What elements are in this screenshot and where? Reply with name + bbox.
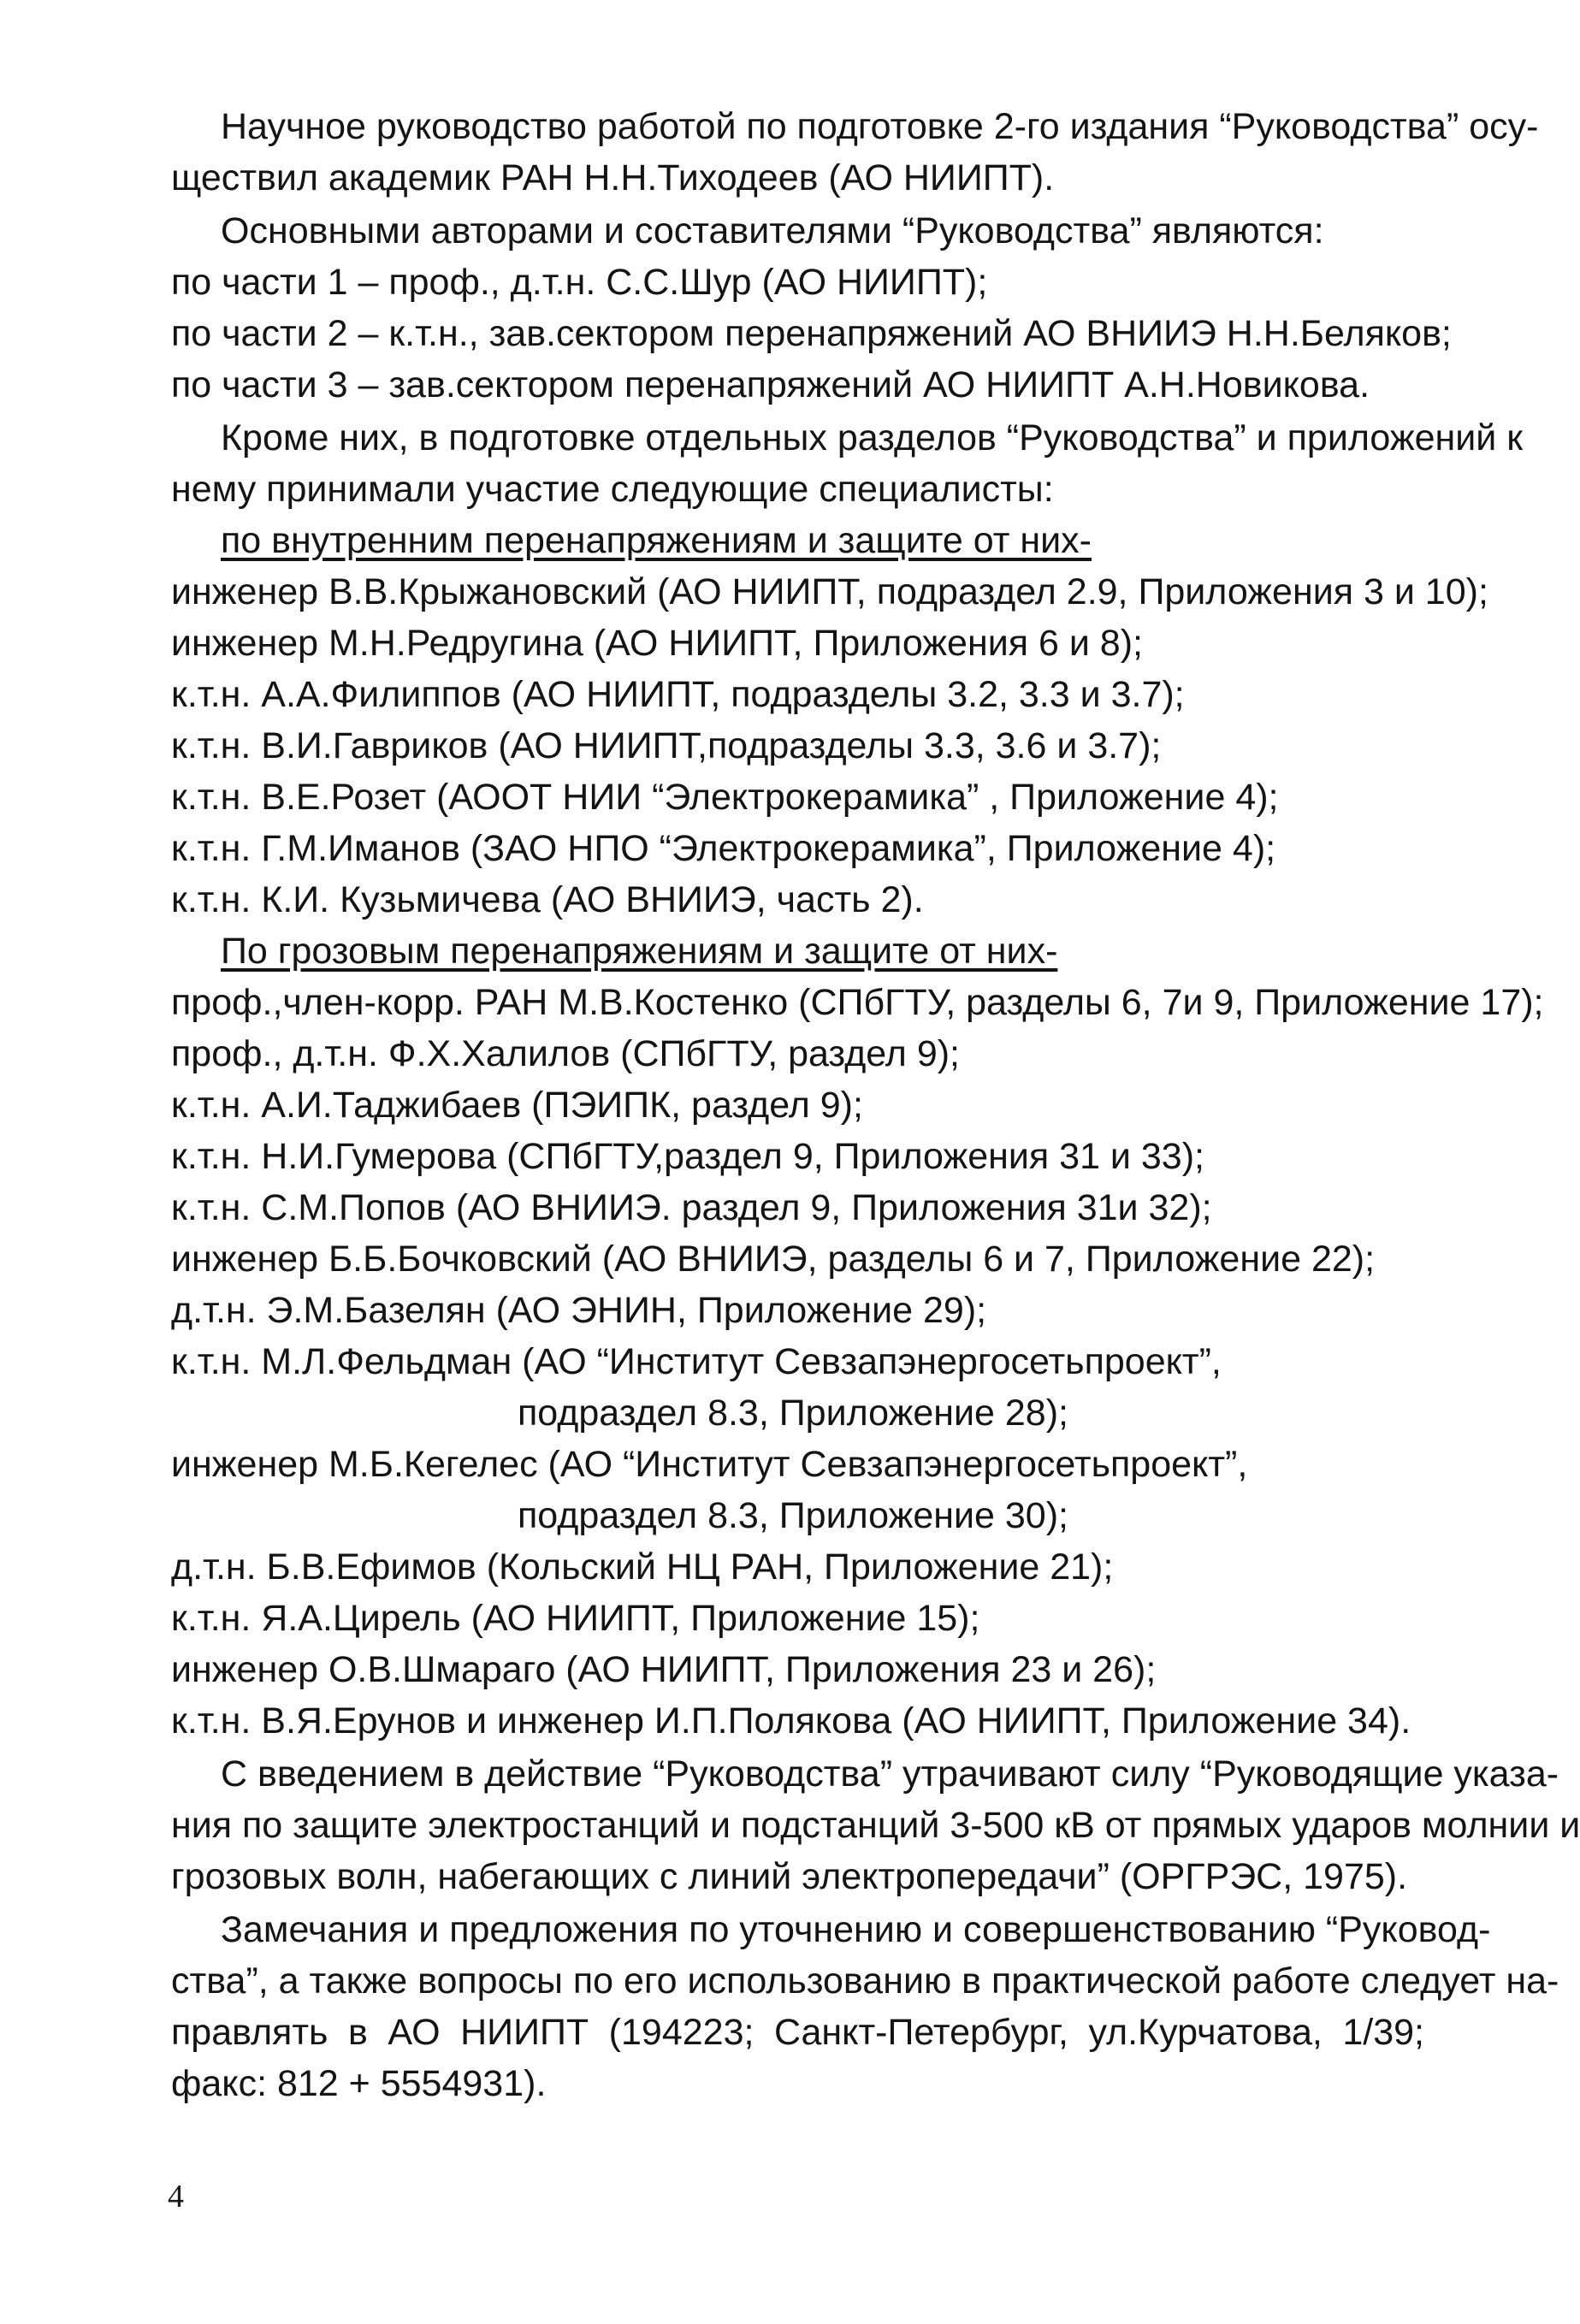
text-line: инженер М.Б.Кегелес (АО “Институт Севзапэнергосетьпроект”, xyxy=(171,1444,1248,1485)
page-number: 4 xyxy=(168,2179,184,2215)
text-line: к.т.н. Г.М.Иманов (ЗАО НПО “Электрокерамика”, Приложение 4); xyxy=(171,828,1276,869)
text-line: к.т.н. С.М.Попов (АО ВНИИЭ. раздел 9, Приложения 31и 32); xyxy=(171,1187,1212,1228)
text-line: к.т.н. В.Е.Розет (АООТ НИИ “Электрокерамика” , Приложение 4); xyxy=(171,777,1279,818)
text-line: к.т.н. В.Я.Ерунов и инженер И.П.Полякова (АО НИИПТ, Приложение 34). xyxy=(171,1700,1411,1742)
text-line: Замечания и предложения по уточнению и совершенствованию “Руковод- xyxy=(221,1909,1491,1950)
text-line: проф.,член-корр. РАН М.В.Костенко (СПбГТУ, разделы 6, 7и 9, Приложение 17); xyxy=(171,982,1544,1023)
text-line: к.т.н. А.И.Таджибаев (ПЭИПК, раздел 9); xyxy=(171,1085,863,1126)
text-line: Основными авторами и составителями “Руководства” являются: xyxy=(221,210,1324,251)
text-line: по части 1 – проф., д.т.н. С.С.Шур (АО НИИПТ); xyxy=(171,262,988,303)
text-line: к.т.н. А.А.Филиппов (АО НИИПТ, подразделы 3.2, 3.3 и 3.7); xyxy=(171,674,1185,715)
document-body xyxy=(171,101,1580,2109)
text-line: к.т.н. К.И. Кузьмичева (АО ВНИИЭ, часть 2). xyxy=(171,879,924,920)
text-line: по части 3 – зав.сектором перенапряжений АО НИИПТ А.Н.Новикова. xyxy=(171,364,1370,405)
text-line: ния по защите электростанций и подстанций 3-500 кВ от прямых ударов молнии и xyxy=(171,1805,1580,1846)
text-line: подраздел 8.3, Приложение 30); xyxy=(518,1495,1068,1536)
text-line: инженер Б.Б.Бочковский (АО ВНИИЭ, разделы 6 и 7, Приложение 22); xyxy=(171,1239,1376,1280)
text-line: по части 2 – к.т.н., зав.сектором перенапряжений АО ВНИИЭ Н.Н.Беляков; xyxy=(171,313,1452,354)
text-line: Научное руководство работой по подготовке 2-го издания “Руководства” осу- xyxy=(221,106,1539,147)
text-line: к.т.н. М.Л.Фельдман (АО “Институт Севзапэнергосетьпроект”, xyxy=(171,1341,1222,1382)
text-line: факс: 812 + 5554931). xyxy=(171,2063,547,2104)
text-line: грозовых волн, набегающих с линий электропередачи” (ОРГРЭС, 1975). xyxy=(171,1856,1408,1897)
text-line: проф., д.т.н. Ф.Х.Халилов (СПбГТУ, раздел 9); xyxy=(171,1033,961,1074)
text-line: к.т.н. Н.И.Гумерова (СПбГТУ,раздел 9, Приложения 31 и 33); xyxy=(171,1136,1204,1177)
text-line: подраздел 8.3, Приложение 28); xyxy=(518,1393,1068,1434)
text-line: к.т.н. Я.А.Цирель (АО НИИПТ, Приложение 15); xyxy=(171,1598,980,1639)
text-line: инженер О.В.Шмараго (АО НИИПТ, Приложения 23 и 26); xyxy=(171,1649,1157,1690)
section-heading: По грозовым перенапряжениям и защите от них- xyxy=(221,931,1058,972)
text-line: ществил академик РАН Н.Н.Тиходеев (АО НИИПТ). xyxy=(171,157,1055,198)
text-line: инженер М.Н.Редругина (АО НИИПТ, Приложения 6 и 8); xyxy=(171,623,1143,664)
text-line: д.т.н. Б.В.Ефимов (Кольский НЦ РАН, Приложение 21); xyxy=(171,1546,1114,1588)
section-heading: по внутренним перенапряжениям и защите от них- xyxy=(221,520,1092,561)
text-line: Кроме них, в подготовке отдельных разделов “Руководства” и приложений к xyxy=(221,417,1524,458)
text-line: С введением в действие “Руководства” утрачивают силу “Руководящие указа- xyxy=(221,1753,1559,1795)
text-line: ства”, а также вопросы по его использованию в практической работе следует на- xyxy=(171,1960,1559,2002)
text-line: к.т.н. В.И.Гавриков (АО НИИПТ,подразделы 3.3, 3.6 и 3.7); xyxy=(171,725,1162,766)
text-line: д.т.н. Э.М.Базелян (АО ЭНИН, Приложение 29); xyxy=(171,1290,987,1331)
text-line: правлять в АО НИИПТ (194223; Санкт-Петербург, ул.Курчатова, 1/39; xyxy=(171,2012,1424,2053)
text-line: нему принимали участие следующие специалисты: xyxy=(171,469,1054,510)
text-line: инженер В.В.Крыжановский (АО НИИПТ, подраздел 2.9, Приложения 3 и 10); xyxy=(171,571,1488,612)
